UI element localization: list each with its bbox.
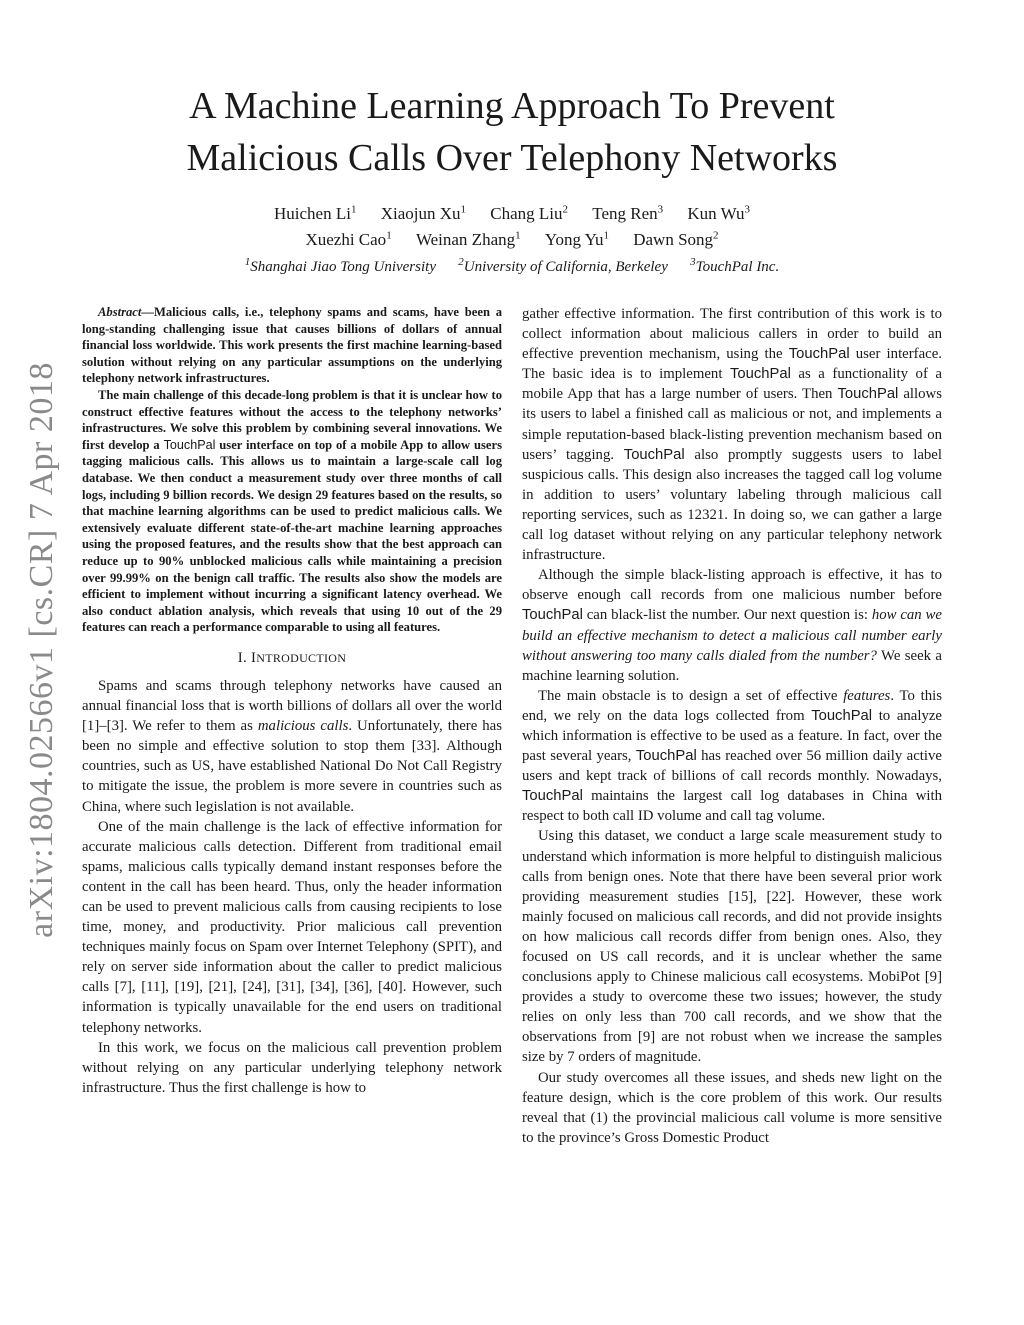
author: Teng Ren$^3$ [592,203,664,223]
body-paragraph: The main obstacle is to design a set of effective features. To this end, we rely on the data logs collected from TouchPal to analyze which information is effective to be used as a feature. In fact, over the past several years, TouchPal has reached over 56 million daily active users and kept track of billions of call records monthly. Nowadays, TouchPal maintains the largest call log databases in China with respect to both call ID volume and call tag volume. [522,687,942,825]
arxiv-stamp [22,362,62,938]
authors-row-2 [0,225,1024,252]
title-line-1: A Machine Learning Approach To Prevent [189,85,835,127]
affiliation: $^3$TouchPal Inc. [690,256,780,276]
left-column [82,304,502,1098]
author-block [0,198,1024,279]
author: Chang Liu$^2$ [490,203,568,223]
affiliations [0,251,1024,279]
arxiv-id: arXiv:1804.02566v1 [cs.CR] 7 Apr 2018 [23,362,60,938]
abstract [82,304,502,636]
body-paragraph: Spams and scams through telephony networks have caused an annual financial loss that is worth billions of dollars all over the world [1]–[3]. We refer to them as malicious calls. Unfortunately, there has been no simple and effective solution to stop them [33]. Although countries, such as US, have established National Do Not Call Registry to mitigate the issue, the problem is more severe in countries such as China, where such legislation is not available. [82,677,502,815]
paper-title [0,80,1024,184]
affiliation: $^1$Shanghai Jiao Tong University [244,256,436,276]
body-paragraph: In this work, we focus on the malicious call prevention problem without relying on any particular underlying telephony network infrastructure. Thus the first challenge is how to [82,1039,502,1096]
authors-row-1 [0,198,1024,225]
body-paragraph: One of the main challenge is the lack of effective information for accurate malicious calls detection. Different from traditional email spams, malicious calls typically demand instant responses before the content in the call has been heard. Thus, only the header information can be used to prevent malicious calls from causing recipients to lose time, money, and productivity. Prior malicious call prevention techniques mainly focus on Spam over Internet Telephony (SPIT), and rely on server side information about the caller to predict malicious calls [7], [11], [19], [21], [24], [31], [34], [36], [40]. However, such information is typically unavailable for the end users on traditional telephony networks. [82,818,502,1036]
body-paragraph: Using this dataset, we conduct a large scale measurement study to understand which information is more helpful to distinguish malicious calls from benign ones. Note that there have been several prior work providing measurement studies [15], [22]. However, these work mainly focused on malicious call records, and did not provide insights on how malicious call records differ from benign ones. Also, they focused on US call records, and it is unclear whether the same conclusions apply to Chinese malicious call ecosystems. MobiPot [9] provides a study to overcome these two issues; however, the study relies on only less than 700 call records, and we show that the observations from [9] are not robust when we increase the samples size by 7 orders of magnitude. [522,828,942,1066]
author: Weinan Zhang$^1$ [415,229,521,250]
author: Dawn Song$^2$ [633,229,719,250]
body-paragraph: Our study overcomes all these issues, and sheds new light on the feature design, which is the core problem of this work. Our results reveal that (1) the provincial malicious call volume is more sensitive to the province’s Gross Domestic Product [522,1069,942,1146]
body-paragraph: gather effective information. The first contribution of this work is to collect information about malicious callers in order to build an effective prevention mechanism, using the TouchPal user interface. The basic idea is to implement TouchPal as a functionality of a mobile App that has a large number of users. Then TouchPal allows its users to label a finished call as malicious or not, and implements a simple reputation-based black-listing prevention mechanism based on users’ tagging. TouchPal also promptly suggests users to label suspicious calls. This design also increases the tagged call log volume in addition to users’ voluntary labeling through malicious call reporting services, such as 12321. In doing so, we can gather a large call log dataset without relying on any particular telephony network infrastructure. [522,306,943,564]
author: Kun Wu$^3$ [687,203,750,223]
section-heading-introduction: I. INTRODUCTION [237,649,347,666]
author: Yong Yu$^1$ [544,229,609,250]
title-line-2: Malicious Calls Over Telephony Networks [186,137,838,179]
abstract-label: Abstract [98,305,142,319]
abstract-paragraph: Abstract—Malicious calls, i.e., telephony spams and scams, have been a long-standing challenging issue that causes billions of dollars of annual financial loss worldwide. This work presents the first machine learning-based solution without relying on any particular assumptions on the underlying telephony network infrastructures. [82,305,502,386]
body-paragraph: Although the simple black-listing approach is effective, it has to observe enough call records from one malicious number before TouchPal can black-list the number. Our next question is: how can we build an effective mechanism to detect a malicious call number early without answering too many calls dialed from the number? We seek a machine learning solution. [522,567,942,684]
author: Huichen Li$^1$ [274,203,357,223]
author: Xiaojun Xu$^1$ [380,203,466,223]
author: Xuezhi Cao$^1$ [305,229,392,250]
abstract-paragraph: The main challenge of this decade-long problem is that it is unclear how to construct effective features without the access to the telephony networks’ infrastructures. We solve this problem by combining several innovations. We first develop a TouchPal user interface on top of a mobile App to allow users tagging malicious calls. This allows us to maintain a large-scale call log database. We then conduct a measurement study over three months of call logs, including 9 billion records. We design 29 features based on the results, so that machine learning algorithms can be used to predict malicious calls. We extensively evaluate different state-of-the-art machine learning approaches using the proposed features, and the results show that the best approach can reduce up to 90% unblocked malicious calls while maintaining a precision over 99.99% on the benign call traffic. The results also show the models are efficient to implement without incurring a significant latency overhead. We also conduct ablation analysis, which reveals that using 10 out of the 29 features can reach a performance comparable to using all features. [82,387,502,635]
right-column [522,304,942,1148]
affiliation: $^2$University of California, Berkeley [458,256,668,276]
